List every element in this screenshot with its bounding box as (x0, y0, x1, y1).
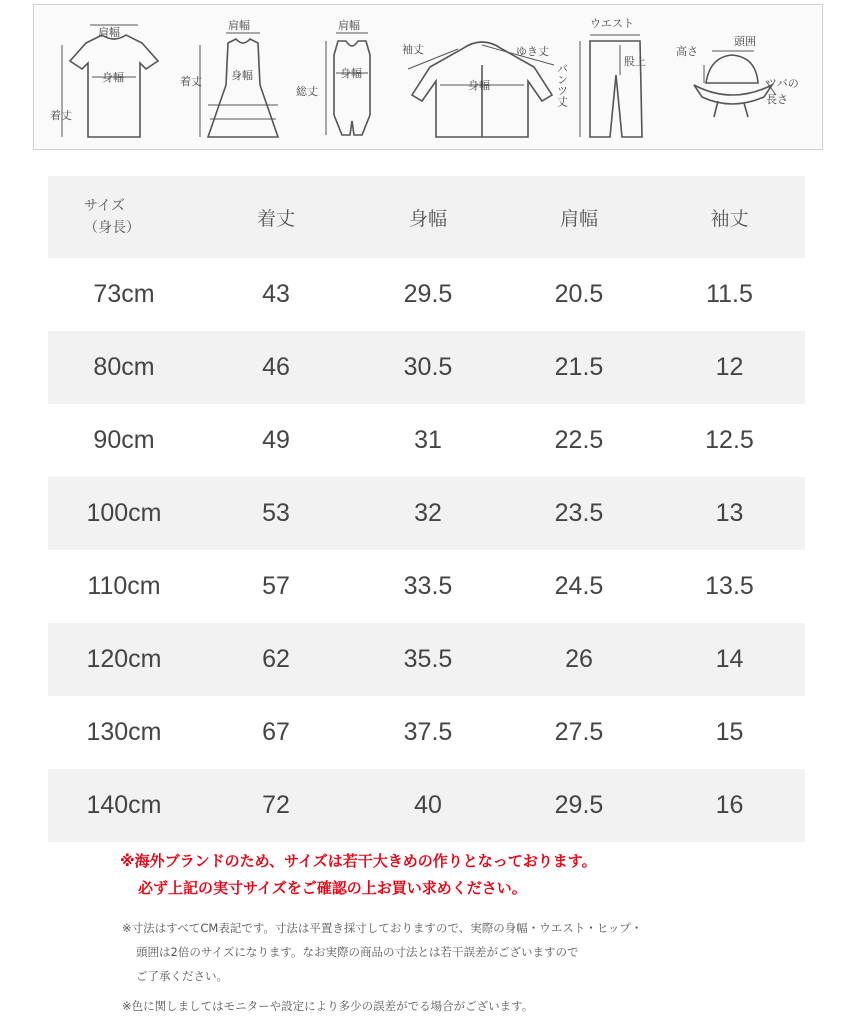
measurement-diagram (33, 4, 823, 150)
cell-size: 130cm (86, 718, 162, 746)
cell-shoulder-width: 22.5 (554, 426, 604, 454)
hat-height-label: 高さ (676, 45, 698, 58)
cell-sleeve-length: 14 (715, 645, 744, 673)
cell-length: 43 (262, 280, 290, 308)
romper-body-label: 身幅 (340, 67, 362, 80)
pants-icon (556, 17, 647, 137)
notice-line-1: ※海外ブランドのため、サイズは若干大きめの作りとなっております。 (120, 852, 597, 870)
cell-size: 90cm (93, 426, 155, 454)
dress-shoulder-label: 肩幅 (228, 19, 250, 32)
hat-head-label: 頭囲 (734, 35, 756, 48)
cell-length: 46 (262, 353, 290, 381)
hat-brim-label-1: ツバの (766, 77, 799, 90)
cell-size: 140cm (86, 791, 162, 819)
notes-line-1: ※寸法はすべてCM表記です。寸法は平置き採寸しておりますので、実際の身幅・ウエスト・ヒップ・ (122, 921, 643, 935)
size-notice (120, 848, 820, 902)
cell-sleeve-length: 15 (715, 718, 744, 746)
dress-icon (180, 18, 278, 137)
cell-shoulder-width: 29.5 (554, 791, 604, 819)
table-row (48, 550, 805, 623)
measurement-notes (122, 916, 822, 988)
cell-size: 110cm (87, 572, 161, 600)
color-note: ※色に関しましてはモニターや設定により多少の誤差がでる場合がございます。 (122, 999, 534, 1013)
cell-length: 67 (262, 718, 290, 746)
romper-length-label: 総丈 (296, 85, 318, 98)
cell-body-width: 37.5 (403, 718, 453, 746)
cell-length: 49 (262, 426, 290, 454)
table-row (48, 477, 805, 550)
cell-sleeve-length: 13 (715, 499, 744, 527)
cell-shoulder-width: 26 (565, 645, 593, 673)
notes-line-3: ご了承ください。 (136, 969, 228, 983)
jacket-yuki-label: ゆき丈 (516, 45, 549, 58)
header-sleeve-length: 袖丈 (710, 207, 749, 230)
dress-length-label: 着丈 (180, 75, 202, 88)
tshirt-icon (50, 25, 158, 137)
notice-line-2: 必ず上記の実寸サイズをご確認の上お買い求めください。 (138, 879, 527, 897)
dress-body-label: 身幅 (231, 69, 253, 82)
table-header-row (48, 176, 805, 258)
cell-shoulder-width: 23.5 (554, 499, 604, 527)
cell-shoulder-width: 20.5 (554, 280, 604, 308)
cell-length: 72 (262, 791, 290, 819)
header-size-line2: （身長） (84, 220, 140, 236)
cell-length: 62 (262, 645, 290, 673)
cell-shoulder-width: 21.5 (554, 353, 604, 381)
measurement-diagram-svg (34, 5, 824, 151)
header-size (48, 176, 200, 258)
tshirt-body-label: 身幅 (102, 71, 124, 84)
header-length: 着丈 (256, 207, 295, 230)
cell-length: 53 (262, 499, 290, 527)
tshirt-length-label: 着丈 (50, 109, 72, 122)
notes-line-2: 頭囲は2倍のサイズになります。なお実際の商品の寸法とは若干誤差がございますので (136, 945, 579, 959)
romper-icon (296, 18, 370, 135)
cell-body-width: 32 (414, 499, 442, 527)
cell-body-width: 29.5 (403, 280, 453, 308)
pants-rise-label: 股上 (624, 55, 646, 68)
cell-size: 80cm (93, 353, 155, 381)
tshirt-shoulder-label: 肩幅 (98, 26, 120, 39)
table-row (48, 623, 805, 696)
cell-body-width: 40 (414, 791, 442, 819)
cell-sleeve-length: 12.5 (705, 426, 754, 454)
hat-brim-label-2: 長さ (766, 93, 788, 106)
cell-size: 100cm (86, 499, 162, 527)
cell-body-width: 30.5 (403, 353, 453, 381)
pants-length-label: パンツ丈 (555, 63, 569, 107)
size-table (48, 176, 805, 842)
table-row (48, 696, 805, 769)
pants-waist-label: ウエスト (590, 17, 634, 30)
cell-length: 57 (262, 572, 290, 600)
cell-size: 120cm (86, 645, 162, 673)
cell-body-width: 35.5 (403, 645, 453, 673)
jacket-icon (402, 42, 554, 137)
jacket-sleeve-label: 袖丈 (402, 43, 424, 56)
cell-shoulder-width: 27.5 (554, 718, 604, 746)
header-body-width: 身幅 (408, 207, 447, 230)
header-shoulder-width: 肩幅 (559, 207, 598, 230)
jacket-body-label: 身幅 (468, 79, 490, 92)
cell-sleeve-length: 13.5 (705, 572, 754, 600)
hat-icon (676, 35, 799, 117)
cell-shoulder-width: 24.5 (554, 572, 604, 600)
table-row (48, 258, 805, 331)
cell-sleeve-length: 11.5 (706, 280, 753, 308)
cell-size: 73cm (93, 280, 155, 308)
cell-body-width: 33.5 (403, 572, 453, 600)
romper-shoulder-label: 肩幅 (338, 19, 360, 32)
cell-sleeve-length: 12 (715, 353, 744, 381)
header-size-line1: サイズ (84, 198, 125, 214)
cell-sleeve-length: 16 (715, 791, 744, 819)
cell-body-width: 31 (414, 426, 442, 454)
table-row (48, 404, 805, 477)
table-row (48, 331, 805, 404)
table-row (48, 769, 805, 842)
